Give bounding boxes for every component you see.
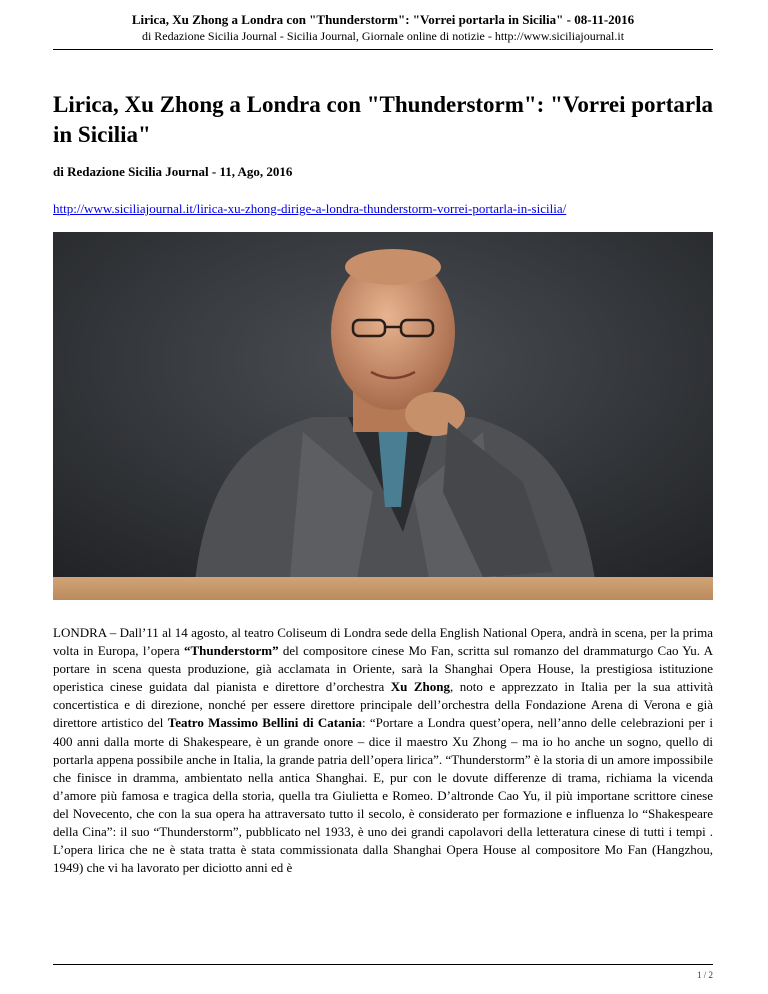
- body-text-segment: : “Portare a Londra quest’opera, nell’anno delle celebrazioni per i 400 anni dalla morte di Shakespeare, è un grande onore – dice il maestro Xu Zhong – ma io ho anche un sogno, quello di portarla appena possibile anche in Italia, la grande patria dell’opera lirica”. “Thunderstorm” è la storia di un amore impossibile che finisce in dramma, ambientato nella antica Shanghai. E, pur con le dovute differenze di trama, richiama la vicenda d’amore più famosa e tragica della storia, quella tra Giulietta e Romeo. D’altronde Cao Yu, il più importane scrittore cinese del Novecento, che con la sua opera ha attraversato tutto il secolo, è considerato per formazione e influenza lo “Shakespeare della Cina”: il suo “Thunderstorm”, pubblicato nel 1933, è uno dei grandi capolavori della letteratura cinese di tutti i tempi . L’opera lirica che ne è stata tratta è stata commissionata dalla Shanghai Opera House al compositore Mo Fan (Hangzhou, 1949) che vi ha lavorato per diciotto anni ed è: [53, 715, 713, 876]
- body-bold-theatre-name: Teatro Massimo Bellini di Catania: [167, 715, 362, 731]
- body-text-segment: , noto e apprezzato in Italia per la sua attività concertistica e di direzione, nonché per essere direttore principale dell’orchestra della Fondazione Arena di Verona e già direttore artistico del: [53, 679, 713, 731]
- header-divider: [53, 49, 713, 50]
- article-body: [53, 624, 713, 877]
- footer-divider: [53, 964, 713, 965]
- body-bold-conductor-name: Xu Zhong: [390, 679, 450, 695]
- article-byline: di Redazione Sicilia Journal - 11, Ago, 2016: [53, 164, 293, 179]
- running-header: [53, 11, 713, 44]
- running-header-source: di Redazione Sicilia Journal - Sicilia Journal, Giornale online di notizie - http://www.siciliajournal.it: [141, 29, 625, 43]
- portrait-photo-illustration: [53, 232, 713, 600]
- body-bold-opera-title: “Thunderstorm”: [183, 643, 279, 659]
- body-text-segment: LONDRA – Dall’11 al 14 agosto, al teatro Coliseum di Londra sede della English National Opera, andrà in scena, per la prima volta in Europa, l’opera: [53, 625, 713, 659]
- article-permalink[interactable]: http://www.siciliajournal.it/lirica-xu-zhong-dirige-a-londra-thunderstorm-vorrei-portarla-in-sicilia/: [53, 201, 567, 216]
- page-number: 1 / 2: [696, 970, 713, 980]
- running-header-title: Lirica, Xu Zhong a Londra con "Thunderstorm": "Vorrei portarla in Sicilia" - 08-11-2016: [131, 12, 635, 27]
- article-photo: [53, 232, 713, 600]
- article-title: Lirica, Xu Zhong a Londra con "Thunderstorm": "Vorrei portarla in Sicilia": [53, 92, 713, 147]
- body-text-segment: del compositore cinese Mo Fan, scritta sul romanzo del drammaturgo Cao Yu. A portare in scena questa produzione, già acclamata in Oriente, sarà la Shanghai Opera House, la prestigiosa istituzione operistica cinese guidata dal pianista e direttore d’orchestra: [53, 643, 713, 695]
